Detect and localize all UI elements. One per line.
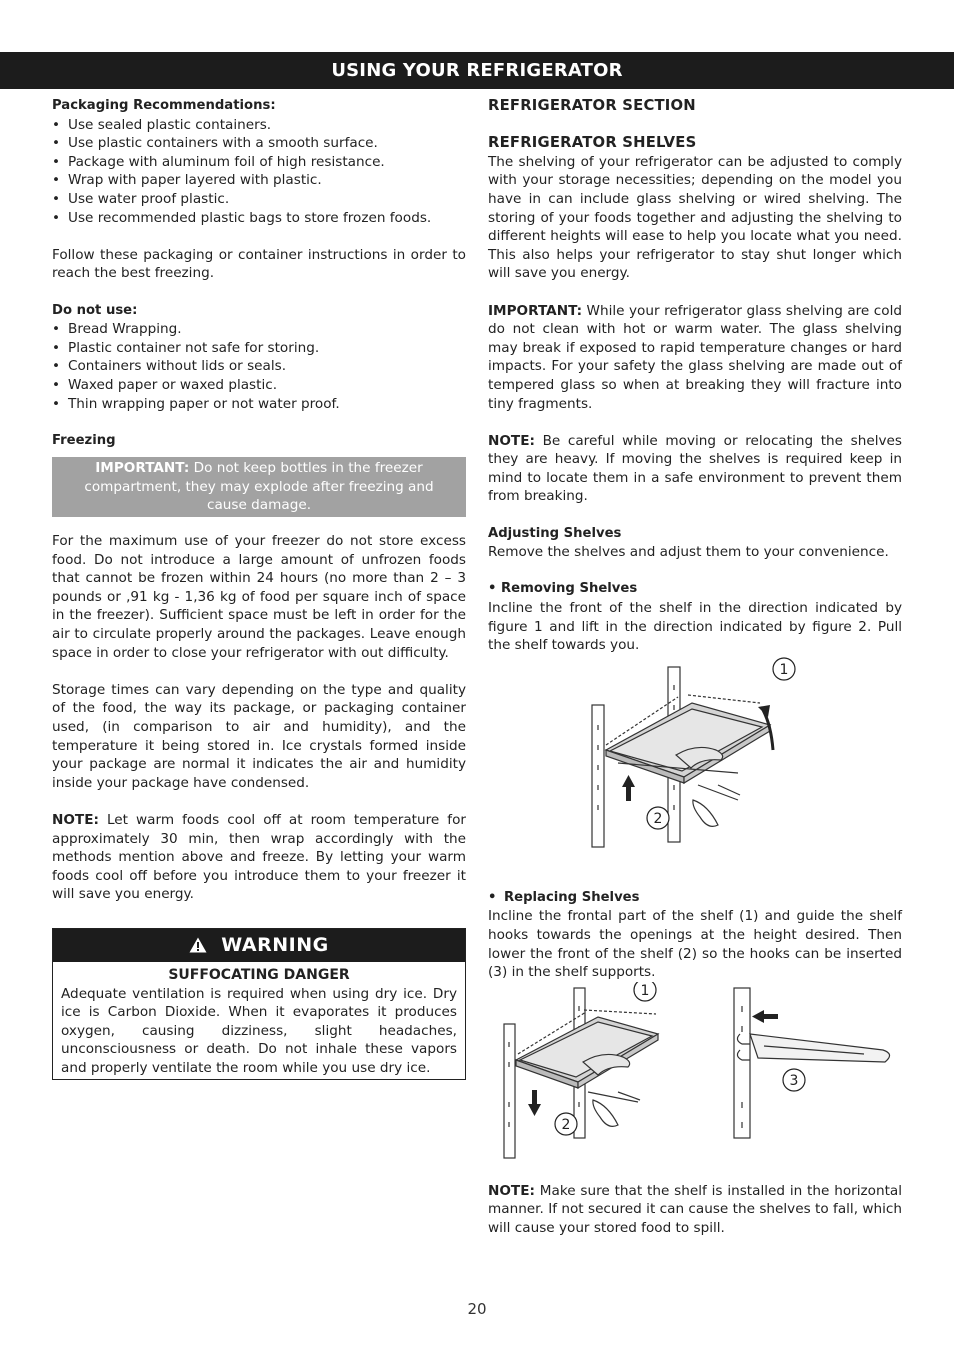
storage-paragraph: Storage times can vary depending on the type and quality of the food, the way its package, or packaging container used, (in comparison to air and humidity), and the temperature it being stored in. Ice crystals formed inside your package are normal it indicates the air and humidity inside your package have condensed. xyxy=(52,681,466,791)
freezer-important-box xyxy=(52,457,466,517)
list-item: • Plastic container not safe for storing. xyxy=(52,339,466,358)
fig-label-2: 2 xyxy=(653,810,663,827)
adjusting-title: Adjusting Shelves xyxy=(488,525,622,541)
page-header-title: USING YOUR REFRIGERATOR xyxy=(331,60,623,81)
replacing-title: • Replacing Shelves xyxy=(488,889,902,908)
packaging-title: Packaging Recommendations: xyxy=(52,98,276,113)
note-paragraph xyxy=(488,432,902,506)
left-column xyxy=(52,97,466,1080)
packaging-list xyxy=(52,116,466,228)
do-not-use-list xyxy=(52,320,466,413)
list-item: • Package with aluminum foil of high resistance. xyxy=(52,153,466,172)
important-label: IMPORTANT: xyxy=(95,460,190,477)
section-title: REFRIGERATOR SECTION xyxy=(488,97,696,114)
warning-text: Adequate ventilation is required when using dry ice. Dry ice is Carbon Dioxide. When it evaporates it produces oxygen, causing dizziness, slight headaches, unconsciousness or death. Do not inhale these vapors and properly ventilate the room while you use dry ice. xyxy=(61,985,457,1076)
warning-label: WARNING xyxy=(221,934,329,957)
right-column xyxy=(488,97,902,1238)
warning-title: SUFFOCATING DANGER xyxy=(168,966,350,983)
list-item: • Use recommended plastic bags to store frozen foods. xyxy=(52,209,466,228)
list-item: • Waxed paper or waxed plastic. xyxy=(52,376,466,395)
list-item: • Bread Wrapping. xyxy=(52,320,466,339)
do-not-use-title: Do not use: xyxy=(52,302,138,318)
note-text: Let warm foods cool off at room temperature for approximately 30 min, then wrap accordingly with the methods mention above and freeze. By letting your warm foods cool off before you introduce them to your freezer it will save you energy. xyxy=(52,811,466,903)
fig-label-1: 1 xyxy=(640,982,650,999)
important-text: Do not keep bottles in the freezer compartment, they may explode after freezing and cause damage. xyxy=(84,460,434,514)
replacing-title-list xyxy=(488,889,902,908)
note-paragraph xyxy=(488,1182,902,1238)
list-item: • Wrap with paper layered with plastic. xyxy=(52,171,466,190)
fig-label-3: 3 xyxy=(789,1072,799,1089)
important-label: IMPORTANT: xyxy=(488,302,583,319)
note-text: Be careful while moving or relocating the shelves they are heavy. If moving the shelves is required keep in mind to locate them in a safe environment to prevent them from breaking. xyxy=(488,432,902,505)
note-label: NOTE: xyxy=(52,811,99,828)
list-item: • Use water proof plastic. xyxy=(52,190,466,209)
list-item: • Use sealed plastic containers. xyxy=(52,116,466,135)
removing-shelf-figure xyxy=(488,655,902,875)
important-text: While your refrigerator glass shelving are cold do not clean with hot or warm water. The glass shelving may break if exposed to rapid temperature changes or hard impacts. For your safety the glass shelving are made out of tempered glass so when at breaking they will fracture into tiny fragments. xyxy=(488,302,902,412)
page-header xyxy=(0,52,954,89)
fig-label-1: 1 xyxy=(779,661,789,678)
note-label: NOTE: xyxy=(488,1182,535,1199)
shelves-title: REFRIGERATOR SHELVES xyxy=(488,134,697,152)
removing-title: • Removing Shelves xyxy=(488,581,638,597)
fig-label-2: 2 xyxy=(561,1116,571,1133)
adjusting-text: Remove the shelves and adjust them to your convenience. xyxy=(488,544,889,561)
list-item: • Thin wrapping paper or not water proof. xyxy=(52,395,466,414)
replacing-shelf-figure xyxy=(488,982,902,1162)
follow-instructions-text: Follow these packaging or container instructions in order to reach the best freezing. xyxy=(52,246,466,282)
note-text: Make sure that the shelf is installed in the horizontal manner. If not secured it can cause the shelves to fall, which will cause your stored food to spill. xyxy=(488,1182,902,1236)
list-item: • Use plastic containers with a smooth surface. xyxy=(52,134,466,153)
warning-triangle-icon xyxy=(189,937,207,953)
replacing-text: Incline the frontal part of the shelf (1) and guide the shelf hooks towards the openings at the height desired. Then lower the front of the shelf (2) so the hooks can be inserted (3) in the shelf supports. xyxy=(488,908,902,981)
warning-box xyxy=(52,928,466,1080)
warning-header xyxy=(53,929,465,962)
list-item: • Containers without lids or seals. xyxy=(52,357,466,376)
note-paragraph xyxy=(52,811,466,904)
freezer-paragraph: For the maximum use of your freezer do not store excess food. Do not introduce a large amount of unfrozen foods that cannot be frozen within 24 hours (no more than 2 – 3 pounds or ,91 kg - 1,36 kg of food per square inch of space in the freezer). Sufficient space must be left in order for the air to circulate properly around the packages. Leave enough space in order to close your refrigerator with out difficulty. xyxy=(52,533,466,661)
removing-text: Incline the front of the shelf in the direction indicated by figure 1 and lift in the direction indicated by figure 2. Pull the shelf towards you. xyxy=(488,600,902,654)
freezing-title: Freezing xyxy=(52,432,116,448)
important-paragraph xyxy=(488,302,902,414)
note-label: NOTE: xyxy=(488,432,535,449)
page-number: 20 xyxy=(467,1300,487,1318)
shelves-paragraph: The shelving of your refrigerator can be adjusted to comply with your storage necessities; depending on the model you have in can include glass shelving or wired shelving. The storing of your foods together and adjusting the shelving to different heights will ease to help you locate what you need. This also helps your refrigerator to stay shut longer which will save you energy. xyxy=(488,153,902,282)
